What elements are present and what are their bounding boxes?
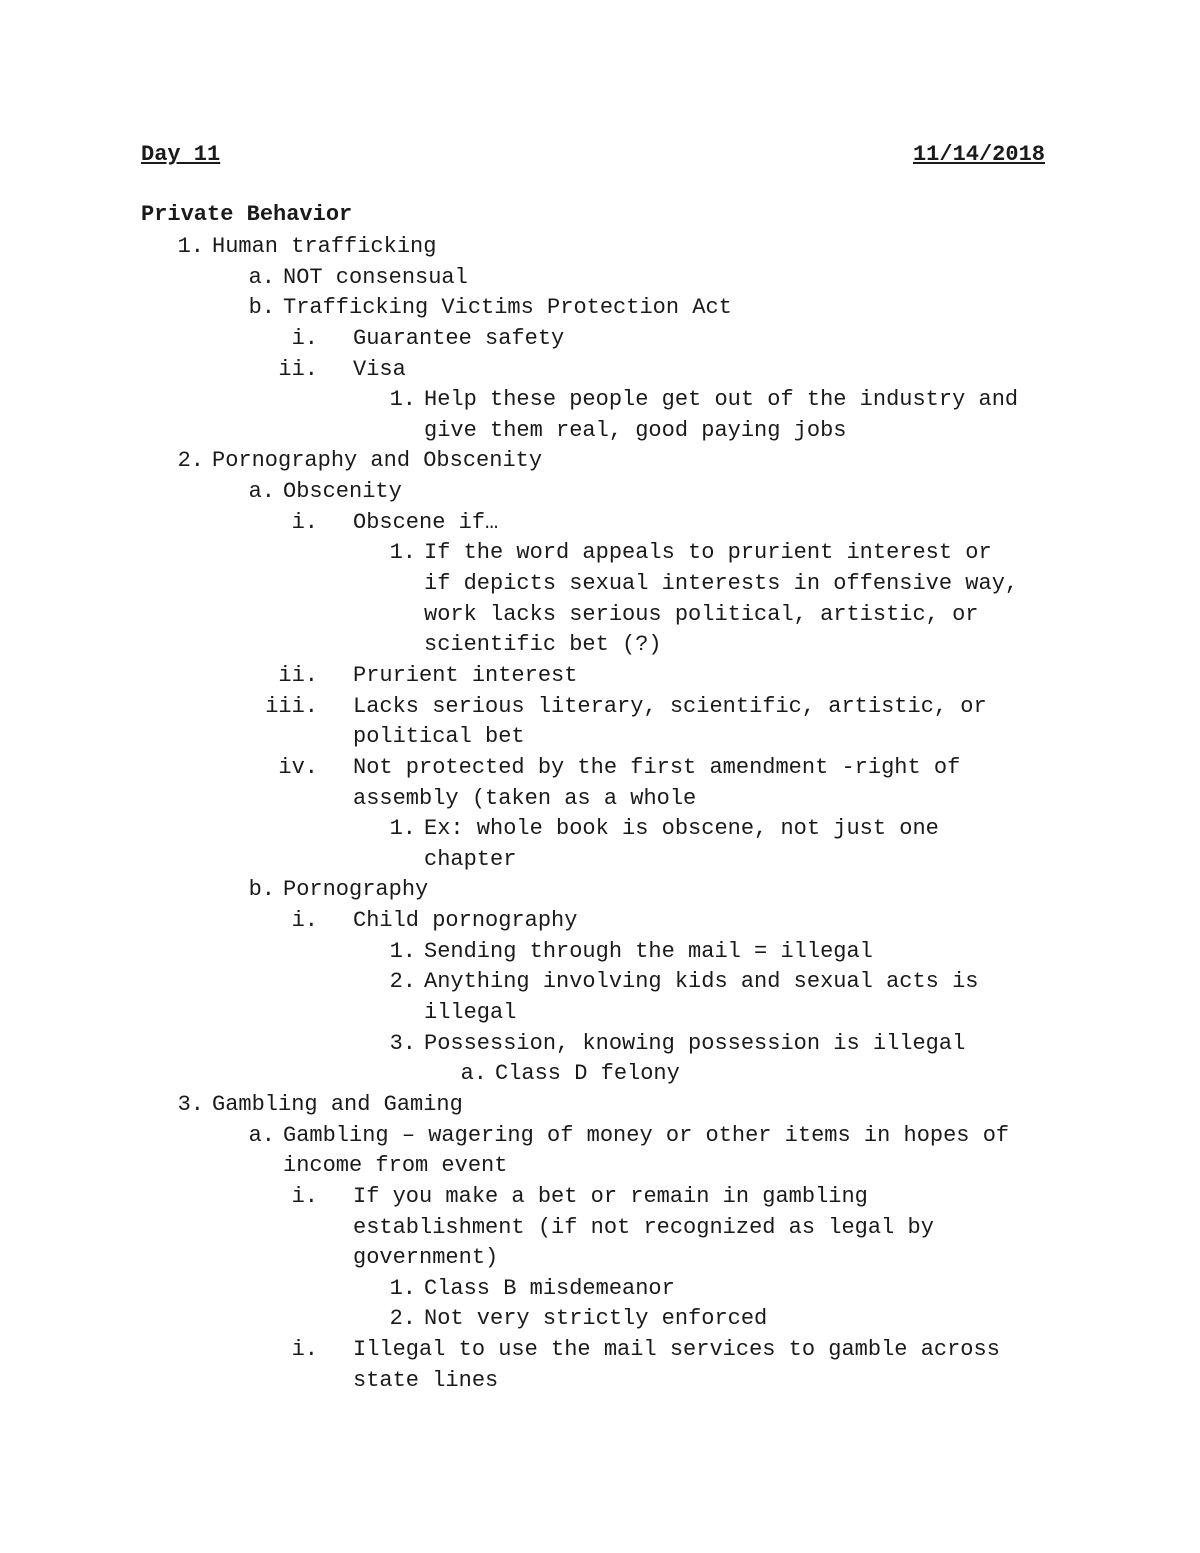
outline-item xyxy=(0,1121,1200,1152)
outline-text: Anything involving kids and sexual acts is xyxy=(424,969,979,995)
outline-marker: ii. xyxy=(278,356,318,382)
outline-item xyxy=(0,446,1200,477)
outline-text: establishment (if not recognized as legal by xyxy=(353,1214,934,1240)
outline-text: Visa xyxy=(353,356,406,382)
outline-item xyxy=(0,600,1200,631)
outline-text: NOT consensual xyxy=(283,264,468,290)
outline-text: If you make a bet or remain in gambling xyxy=(353,1183,868,1209)
outline-text: Trafficking Victims Protection Act xyxy=(283,295,732,321)
outline-marker: 3. xyxy=(389,1030,416,1056)
outline-list xyxy=(0,232,1200,1396)
outline-text: Sending through the mail = illegal xyxy=(424,938,873,964)
outline-text: Obscene if… xyxy=(353,509,499,535)
outline-text: illegal xyxy=(424,1000,517,1026)
outline-text: Illegal to use the mail services to gamble across xyxy=(353,1337,1000,1363)
header-row xyxy=(141,141,1045,169)
outline-item xyxy=(0,1090,1200,1121)
outline-marker: i. xyxy=(291,1183,318,1209)
outline-text: Gambling and Gaming xyxy=(212,1091,463,1117)
outline-item xyxy=(0,569,1200,600)
outline-marker: 1. xyxy=(389,387,416,413)
outline-item xyxy=(0,1304,1200,1335)
outline-item xyxy=(0,937,1200,968)
outline-text: Gambling – wagering of money or other items in hopes of xyxy=(283,1122,1010,1148)
outline-marker: 1. xyxy=(177,234,204,259)
outline-text: Lacks serious literary, scientific, artistic, or xyxy=(353,693,987,719)
outline-item xyxy=(0,784,1200,815)
outline-text: Class B misdemeanor xyxy=(424,1275,675,1301)
outline-marker: 1. xyxy=(389,540,416,566)
day-heading: Day 11 xyxy=(141,142,221,167)
outline-text: If the word appeals to prurient interest or xyxy=(424,540,992,566)
outline-text: Possession, knowing possession is illegal xyxy=(424,1030,966,1056)
outline-item xyxy=(0,293,1200,324)
outline-marker: 1. xyxy=(389,816,416,842)
outline-text: Child pornography xyxy=(353,908,578,934)
outline-item xyxy=(0,1274,1200,1305)
outline-marker: 2. xyxy=(177,448,204,474)
outline-marker: ii. xyxy=(278,662,318,688)
outline-marker: a. xyxy=(460,1061,487,1087)
outline-item xyxy=(0,508,1200,539)
outline-marker: a. xyxy=(248,1122,275,1148)
outline-text: chapter xyxy=(424,846,517,872)
outline-item xyxy=(0,1182,1200,1213)
outline-item xyxy=(0,385,1200,416)
outline-text: scientific bet (?) xyxy=(424,632,662,658)
outline-marker: 1. xyxy=(389,1275,416,1301)
outline-item xyxy=(0,845,1200,876)
outline-text: Help these people get out of the industry and xyxy=(424,387,1019,413)
outline-item xyxy=(0,1059,1200,1090)
outline-text: Not protected by the first amendment -right of xyxy=(353,754,961,780)
outline-text: income from event xyxy=(283,1153,508,1179)
outline-marker: b. xyxy=(248,295,275,321)
outline-marker: a. xyxy=(248,479,275,505)
outline-item xyxy=(0,1213,1200,1244)
outline-text: government) xyxy=(353,1245,499,1271)
outline-item xyxy=(0,875,1200,906)
outline-text: state lines xyxy=(353,1367,499,1393)
outline-text: Obscenity xyxy=(283,479,402,505)
outline-item xyxy=(0,1029,1200,1060)
outline-text: if depicts sexual interests in offensive way, xyxy=(424,571,1019,597)
outline-marker: i. xyxy=(291,908,318,934)
outline-item xyxy=(0,630,1200,661)
outline-marker: iv. xyxy=(278,754,318,780)
outline-item xyxy=(0,477,1200,508)
outline-item xyxy=(0,722,1200,753)
outline-marker: 3. xyxy=(177,1091,204,1117)
outline-item xyxy=(0,232,1200,263)
outline-text: Not very strictly enforced xyxy=(424,1306,768,1332)
date-heading: 11/14/2018 xyxy=(912,142,1045,167)
outline-marker: iii. xyxy=(265,693,318,719)
outline-item xyxy=(0,692,1200,723)
outline-marker: a. xyxy=(248,264,275,290)
outline-text: work lacks serious political, artistic, or xyxy=(424,601,979,627)
outline-marker: 2. xyxy=(389,969,416,995)
outline-item xyxy=(0,753,1200,784)
outline-marker: i. xyxy=(291,509,318,535)
outline-text: Prurient interest xyxy=(353,662,578,688)
outline-marker: i. xyxy=(291,1337,318,1363)
outline-item xyxy=(0,1335,1200,1366)
outline-item xyxy=(0,355,1200,386)
outline-text: Class D felony xyxy=(495,1061,680,1087)
outline-text: Pornography and Obscenity xyxy=(212,448,543,474)
outline-item xyxy=(0,661,1200,692)
outline-text: assembly (taken as a whole xyxy=(353,785,697,811)
outline-item xyxy=(0,998,1200,1029)
outline-text: Pornography xyxy=(283,877,429,903)
outline-item xyxy=(0,814,1200,845)
outline-text: Ex: whole book is obscene, not just one xyxy=(424,816,939,842)
outline-item xyxy=(0,906,1200,937)
outline-text: Guarantee safety xyxy=(353,325,565,351)
outline-item xyxy=(0,1366,1200,1397)
outline-marker: 2. xyxy=(389,1306,416,1332)
outline-item xyxy=(0,263,1200,294)
outline-item xyxy=(0,1151,1200,1182)
outline-text: political bet xyxy=(353,724,525,750)
outline-marker: b. xyxy=(248,877,275,903)
outline-item xyxy=(0,1243,1200,1274)
outline-item xyxy=(0,967,1200,998)
outline-marker: i. xyxy=(291,325,318,351)
section-title: Private Behavior xyxy=(141,202,353,227)
outline-text: Human trafficking xyxy=(212,234,437,259)
outline-text: give them real, good paying jobs xyxy=(424,417,847,443)
outline-item xyxy=(0,416,1200,447)
outline-item xyxy=(0,538,1200,569)
outline-item xyxy=(0,324,1200,355)
outline-marker: 1. xyxy=(389,938,416,964)
